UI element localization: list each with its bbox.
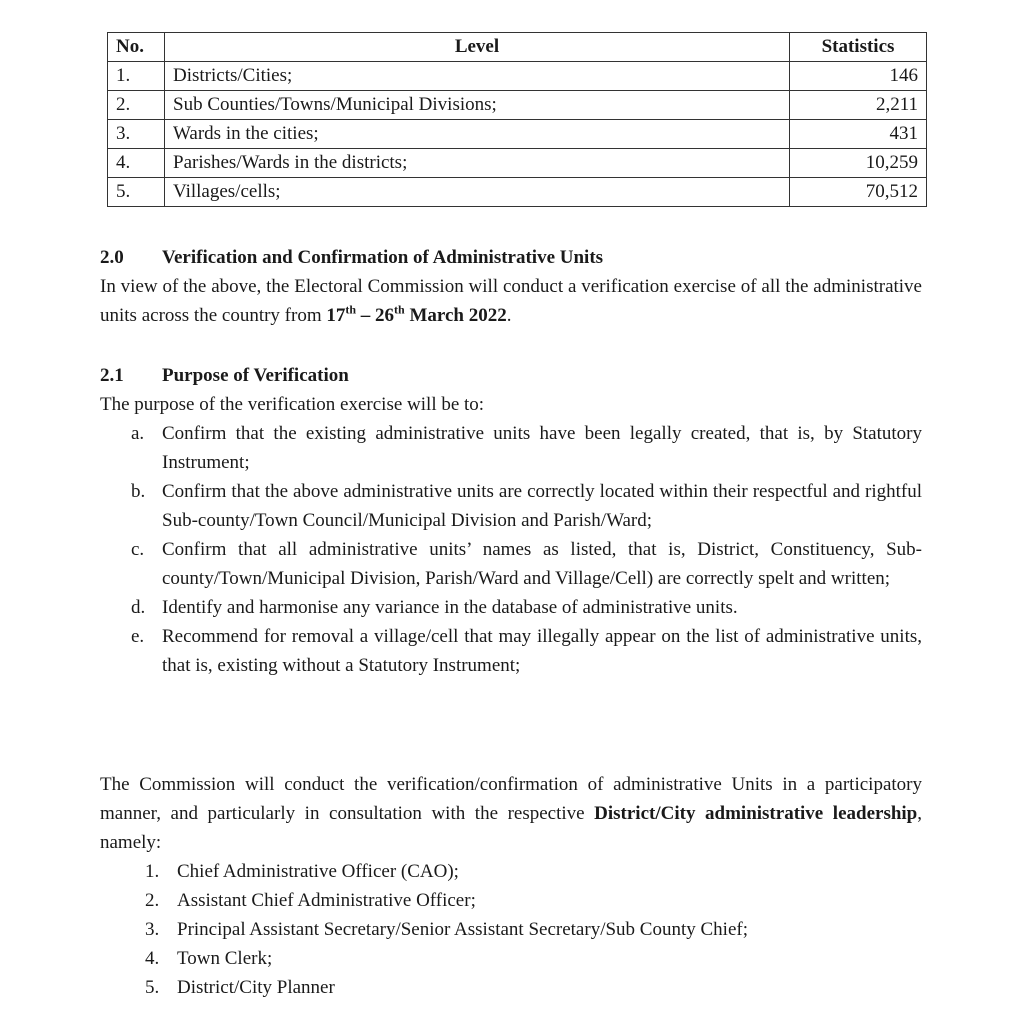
list-marker: 4. bbox=[145, 948, 160, 969]
row-statistics: 10,259 bbox=[790, 149, 927, 178]
list-item-text: Town Clerk; bbox=[177, 948, 273, 969]
verification-dates bbox=[326, 302, 507, 326]
purpose-list-container bbox=[100, 419, 922, 680]
table-row bbox=[108, 120, 927, 149]
row-statistics: 70,512 bbox=[790, 178, 927, 207]
list-marker: 2. bbox=[145, 890, 160, 911]
paragraph-text: The Commission will conduct the verification/confirmation of administrative Units in a participatory manner, and particularly in consultation with the respective bbox=[100, 774, 922, 824]
start-day-suffix: th bbox=[345, 302, 357, 317]
leadership-emphasis: District/City administrative leadership bbox=[594, 803, 918, 824]
section-number: 2.1 bbox=[100, 365, 124, 386]
month-year: March 2022 bbox=[404, 305, 507, 326]
row-level: Wards in the cities; bbox=[165, 120, 790, 149]
table-row bbox=[108, 62, 927, 91]
section-2-1-heading bbox=[100, 361, 922, 390]
row-statistics: 146 bbox=[790, 62, 927, 91]
list-item bbox=[100, 477, 922, 535]
list-item-text: Chief Administrative Officer (CAO); bbox=[177, 861, 459, 882]
section-2-0-paragraph bbox=[100, 272, 922, 330]
list-item bbox=[100, 944, 922, 973]
section-title: Verification and Confirmation of Administrative Units bbox=[162, 247, 604, 268]
list-marker: 5. bbox=[145, 977, 160, 998]
row-statistics: 431 bbox=[790, 120, 927, 149]
section-number: 2.0 bbox=[100, 247, 124, 268]
list-item-text: Confirm that all administrative units’ names as listed, that is, District, Constituency, Sub-county/Town/Municipal Division, Parish/Ward and Village/Cell) are correctly spelt and written; bbox=[162, 539, 922, 589]
row-level: Districts/Cities; bbox=[165, 62, 790, 91]
table-row bbox=[108, 178, 927, 207]
list-item-text: Confirm that the existing administrative units have been legally created, that is, by Statutory Instrument; bbox=[162, 423, 922, 473]
list-item-text: Recommend for removal a village/cell that may illegally appear on the list of administrative units, that is, existing without a Statutory Instrument; bbox=[162, 626, 922, 676]
list-item bbox=[100, 593, 922, 622]
end-day: 26 bbox=[375, 305, 395, 326]
list-item-text: Assistant Chief Administrative Officer; bbox=[177, 890, 476, 911]
list-item bbox=[100, 857, 922, 886]
row-level: Sub Counties/Towns/Municipal Divisions; bbox=[165, 91, 790, 120]
list-item-text: Principal Assistant Secretary/Senior Assistant Secretary/Sub County Chief; bbox=[177, 919, 748, 940]
row-no: 5. bbox=[108, 178, 165, 207]
row-no: 1. bbox=[108, 62, 165, 91]
start-day: 17 bbox=[326, 305, 346, 326]
end-day-suffix: th bbox=[394, 302, 405, 317]
list-marker: e. bbox=[131, 626, 145, 647]
row-no: 4. bbox=[108, 149, 165, 178]
paragraph-end: , namely: bbox=[100, 803, 923, 853]
table-header-row bbox=[108, 33, 927, 62]
list-item-text: Identify and harmonise any variance in the database of administrative units. bbox=[162, 597, 738, 618]
list-marker: 3. bbox=[145, 919, 160, 940]
list-marker: d. bbox=[131, 597, 146, 618]
section-2-0-heading bbox=[100, 243, 922, 272]
list-marker: a. bbox=[131, 423, 145, 444]
row-statistics: 2,211 bbox=[790, 91, 927, 120]
row-level: Villages/cells; bbox=[165, 178, 790, 207]
leadership-list bbox=[100, 857, 922, 1002]
consultation-paragraph bbox=[100, 770, 922, 857]
list-marker: b. bbox=[131, 481, 146, 502]
header-level: Level bbox=[165, 33, 790, 62]
header-no: No. bbox=[108, 33, 165, 62]
list-item bbox=[100, 622, 922, 680]
list-item bbox=[100, 973, 922, 1002]
section-2-1-intro: The purpose of the verification exercise will be to: bbox=[100, 394, 485, 415]
header-statistics: Statistics bbox=[790, 33, 927, 62]
row-level: Parishes/Wards in the districts; bbox=[165, 149, 790, 178]
list-item bbox=[100, 535, 922, 593]
row-no: 3. bbox=[108, 120, 165, 149]
list-item bbox=[100, 419, 922, 477]
row-no: 2. bbox=[108, 91, 165, 120]
list-marker: c. bbox=[131, 539, 145, 560]
list-item-text: District/City Planner bbox=[177, 977, 335, 998]
date-separator: – bbox=[356, 305, 376, 326]
list-item bbox=[100, 915, 922, 944]
paragraph-text: In view of the above, the Electoral Commission will conduct a verification exercise of all the administrative units across the country from bbox=[100, 276, 922, 326]
list-marker: 1. bbox=[145, 861, 160, 882]
paragraph-end: . bbox=[506, 305, 512, 326]
list-item-text: Confirm that the above administrative units are correctly located within their respectful and rightful Sub-county/Town Council/Municipal Division and Parish/Ward; bbox=[162, 481, 922, 531]
leadership-list-container bbox=[100, 857, 922, 1002]
list-item bbox=[100, 886, 922, 915]
table-row bbox=[108, 91, 927, 120]
section-title: Purpose of Verification bbox=[162, 365, 349, 386]
table-row bbox=[108, 149, 927, 178]
purpose-list bbox=[100, 419, 922, 680]
administrative-units-table bbox=[107, 32, 927, 207]
